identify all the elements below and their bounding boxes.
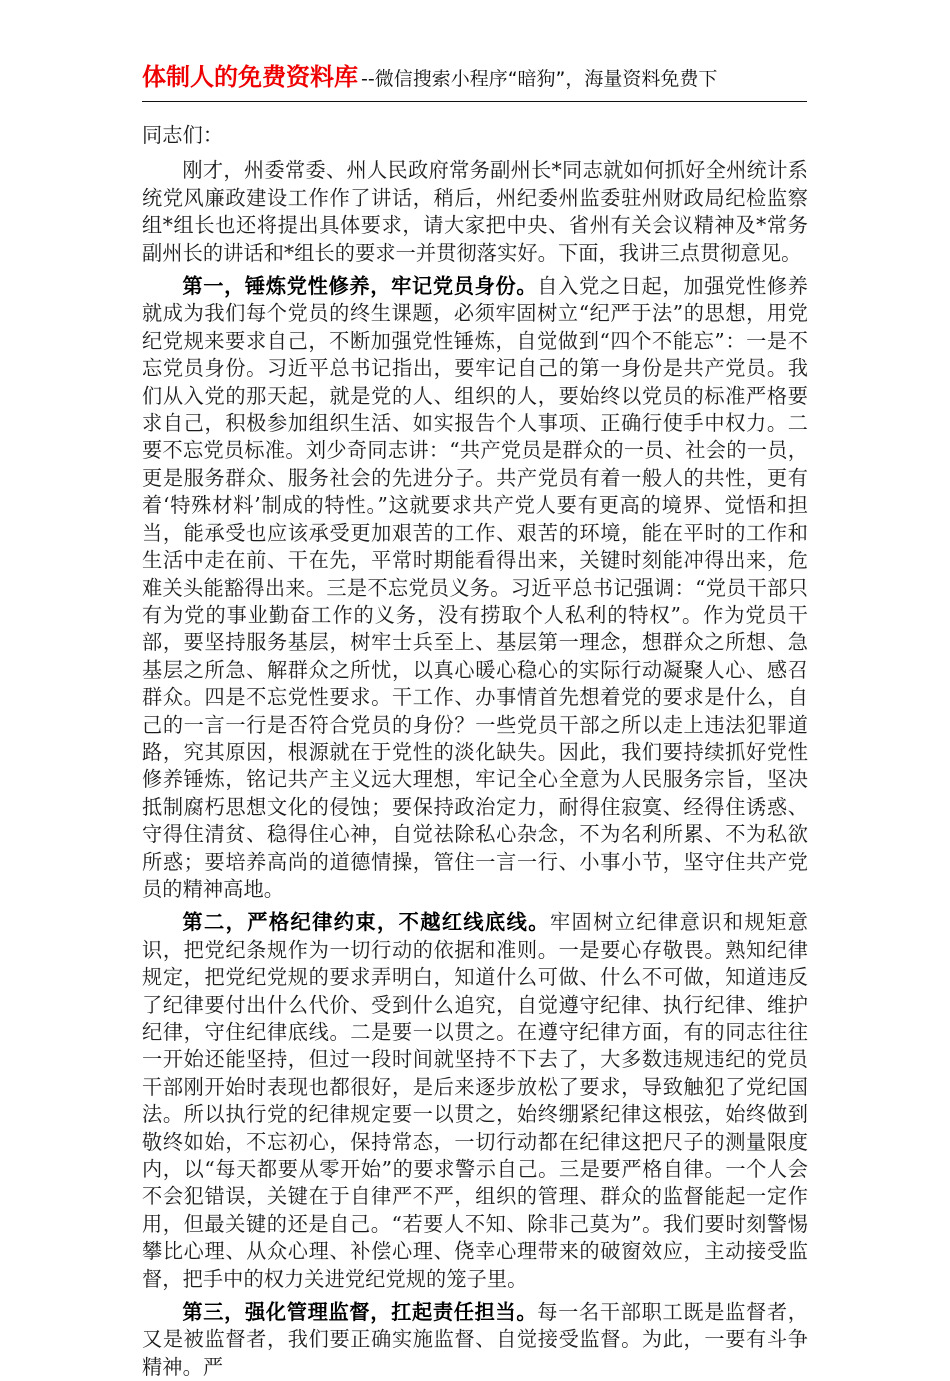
promo-brand-text: 体制人的免费资料库	[142, 63, 358, 91]
paragraph-intro-text: 刚才，州委常委、州人民政府常务副州长*同志就如何抓好全州统计系统党风廉政建设工作作了讲话，稍后，州纪委州监委驻州财政局纪检监察组*组长也还将提出具体要求，请大家把中央、省州有关会议精神及*常务副州长的讲话和*组长的要求一并贯彻落实好。下面，我讲三点贯彻意见。	[142, 158, 808, 265]
promo-tail-text: --微信搜索小程序“暗狗”，海量资料免费下	[361, 68, 718, 90]
promo-header	[142, 60, 808, 102]
paragraph-point-two-text: 牢固树立纪律意识和规矩意识，把党纪条规作为一切行动的依据和准则。一是要心存敬畏。熟知纪律规定，把党纪党规的要求弄明白，知道什么可做、什么不可做，知道违反了纪律要付出什么代价、受到什么追究，自觉遵守纪律、执行纪律、维护纪律，守住纪律底线。二是要一以贯之。在遵守纪律方面，有的同志往往一开始还能坚持，但过一段时间就坚持不下去了，大多数违规违纪的党员干部刚开始时表现也都很好，是后来逐步放松了要求，导致触犯了党纪国法。所以执行党的纪律规定要一以贯之，始终绷紧纪律这根弦，始终做到敬终如始，不忘初心，保持常态，一切行动都在纪律这把尺子的测量限度内，以“每天都要从零开始”的要求警示自己。三是要严格自律。一个人会不会犯错误，关键在于自律严不严，组织的管理、群众的监督能起一定作用，但最关键的还是自己。“若要人不知、除非己莫为”。我们要时刻警惕攀比心理、从众心理、补偿心理、侥幸心理带来的破窗效应，主动接受监督，把手中的权力关进党纪党规的笼子里。	[142, 910, 808, 1291]
paragraph-point-two	[142, 909, 808, 1293]
salutation-line: 同志们：	[142, 123, 224, 147]
promo-header-line	[142, 60, 808, 102]
paragraph-point-one-text: 自入党之日起，加强党性修养就成为我们每个党员的终生课题，必须牢固树立“纪严于法”的思想，用党纪党规来要求自己，不断加强党性锤炼，自觉做到“四个不能忘”：一是不忘党员身份。习近平总书记指出，要牢记自己的第一身份是共产党员。我们从入党的那天起，就是党的人、组织的人，要始终以党员的标准严格要求自己，积极参加组织生活、如实报告个人事项、正确行使手中权力。二要不忘党员标准。刘少奇同志讲：“共产党员是群众的一员、社会的一员，更是服务群众、服务社会的先进分子。共产党员有着一般人的共性，更有着‘特殊材料’制成的特性。”这就要求共产党人要有更高的境界、觉悟和担当，能承受也应该承受更加艰苦的工作、艰苦的环境，能在平时的工作和生活中走在前、干在先，平常时期能看得出来，关键时刻能冲得出来，危难关头能豁得出来。三是不忘党员义务。习近平总书记强调：“党员干部只有为党的事业勤奋工作的义务，没有捞取个人私利的特权”。作为党员干部，要坚持服务基层，树牢士兵至上、基层第一理念，想群众之所想、急基层之所急、解群众之所忧，以真心暖心稳心的实际行动凝聚人心、感召群众。四是不忘党性要求。干工作、办事情首先想着党的要求是什么，自己的一言一行是否符合党员的身份？一些党员干部之所以走上违法犯罪道路，究其原因，根源就在于党性的淡化缺失。因此，我们要持续抓好党性修养锤炼，铭记共产主义远大理想，牢记全心全意为人民服务宗旨，坚决抵制腐朽思想文化的侵蚀；要保持政治定力，耐得住寂寞、经得住诱惑、守得住清贫、稳得住心神，自觉祛除私心杂念，不为名利所累、不为私欲所惑；要培养高尚的道德情操，管住一言一行、小事小节，坚守住共产党员的精神高地。	[142, 274, 808, 901]
paragraph-point-three	[142, 1299, 808, 1381]
header-divider-rule	[142, 101, 807, 102]
paragraph-point-three-text: 每一名干部职工既是监督者，又是被监督者，我们要正确实施监督、自觉接受监督。为此，一要有斗争精神。严	[142, 1300, 808, 1379]
paragraph-point-one	[142, 273, 808, 903]
paragraph-point-one-lead: 第一，锤炼党性修养，牢记党员身份。	[182, 274, 538, 299]
paragraph-point-three-lead: 第三，强化管理监督，扛起责任担当。	[182, 1300, 538, 1325]
document-body	[142, 122, 808, 1381]
paragraph-point-two-lead: 第二，严格纪律约束，不越红线底线。	[182, 910, 550, 935]
paragraph-intro	[142, 157, 808, 267]
